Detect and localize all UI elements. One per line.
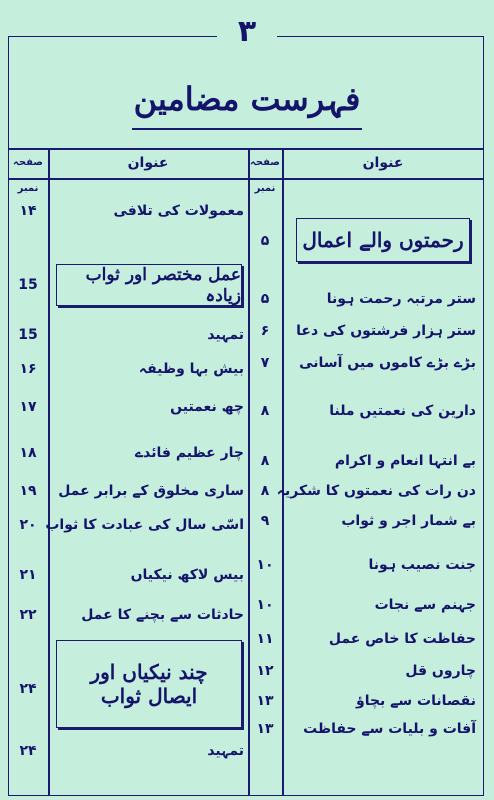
toc-entry-page: ۹ (260, 513, 270, 529)
toc-entry-title: بے شمار اجر و ثواب (341, 513, 476, 529)
toc-entry-page: ۸ (260, 453, 270, 469)
header-left-page: صفحہ نمبر (13, 157, 43, 194)
toc-entry-page: ۱۹ (19, 483, 37, 499)
toc-entry-title: حفاظت کا خاص عمل (328, 631, 476, 647)
section-box-rahmaton: رحمتوں والے اعمال (296, 218, 470, 262)
toc-entry-page: ۱۰ (256, 557, 274, 573)
toc-entry-title: جہنم سے نجات (374, 597, 476, 613)
toc-entry-page: ۱۲ (256, 663, 274, 679)
section-box-amal-mukhtasar: عمل مختصر اور ثواب زیادہ (56, 264, 242, 306)
toc-entry-title: آفات و بلیات سے حفاظت (303, 721, 476, 737)
toc-entry-page: ۲۰ (19, 517, 37, 533)
toc-entry-title: تمہید (207, 327, 244, 343)
toc-entry-page: ۲۱ (19, 567, 37, 583)
toc-entry-title: ساری مخلوق کے برابر عمل (58, 483, 244, 499)
toc-entry-page: ۲۲ (19, 607, 37, 623)
toc-entry-page: ۸ (260, 403, 270, 419)
section-box-chand-nekiyan (56, 640, 242, 728)
toc-entry-title: ستر ہزار فرشتوں کی دعا (296, 323, 476, 339)
toc-entry-page: ۱۳ (256, 693, 274, 709)
toc-entry-title: بڑے بڑے کاموں میں آسانی (299, 355, 476, 371)
toc-entry-page: ۱۳ (256, 721, 274, 737)
header-right-page: صفحہ نمبر (250, 157, 280, 194)
toc-entry-title: نقصانات سے بچاؤ (356, 693, 476, 709)
toc-entry-title: چاروں قل (405, 663, 476, 679)
toc-entry-page: ۱۴ (19, 203, 37, 219)
box-2-line-1: چند نیکیاں اور (90, 660, 208, 684)
box-2-line-2: ایصال ثواب (100, 684, 198, 708)
toc-entry-title: بیس لاکھ نیکیاں (130, 567, 244, 583)
toc-entry-title: دارین کی نعمتیں ملنا (329, 403, 476, 419)
toc-entry-page: ۸ (260, 483, 270, 499)
toc-entry-page: 15 (18, 327, 38, 343)
title-underline (132, 128, 362, 130)
toc-entry-title: بیش بہا وظیفہ (138, 361, 244, 377)
toc-entry-title: تمہید (207, 743, 244, 759)
toc-entry-page: ۱۱ (256, 631, 274, 647)
toc-entry-title: بے انتہا انعام و اکرام (334, 453, 476, 469)
toc-entry-title: معمولات کی تلافی (113, 203, 244, 219)
column-divider-left-page (48, 148, 50, 796)
toc-entry-page: ۱۷ (19, 399, 37, 415)
left-box-2-page: ۲۴ (19, 681, 37, 697)
toc-entry-title: اسّی سال کی عبادت کا ثواب (45, 517, 244, 533)
right-box-page: ۵ (260, 233, 270, 249)
page-number: ۳ (217, 12, 277, 52)
toc-entry-title: ستر مرتبہ رحمت ہونا (326, 291, 476, 307)
toc-entry-page: ۷ (260, 355, 270, 371)
header-right-title: عنوان (362, 155, 404, 171)
toc-entry-page: ۲۴ (19, 743, 37, 759)
toc-entry-title: چھ نعمتیں (170, 399, 244, 415)
header-left-title: عنوان (127, 155, 169, 171)
toc-entry-title: حادثات سے بچنے کا عمل (81, 607, 244, 623)
toc-entry-page: ۱۰ (256, 597, 274, 613)
header-rule (8, 178, 484, 180)
toc-entry-title: دن رات کی نعمتوں کا شکریہ (276, 483, 476, 499)
page-title: فہرست مضامین (133, 80, 361, 118)
toc-entry-page: ۱۸ (19, 445, 37, 461)
toc-entry-page: ۶ (260, 323, 270, 339)
toc-entry-title: جنت نصیب ہونا (368, 557, 476, 573)
left-box-1-page: 15 (18, 277, 38, 293)
toc-entry-page: ۱۶ (19, 361, 37, 377)
toc-entry-title: چار عظیم فائدے (134, 445, 244, 461)
toc-entry-page: ۵ (260, 291, 270, 307)
column-divider-right-page (282, 148, 284, 796)
